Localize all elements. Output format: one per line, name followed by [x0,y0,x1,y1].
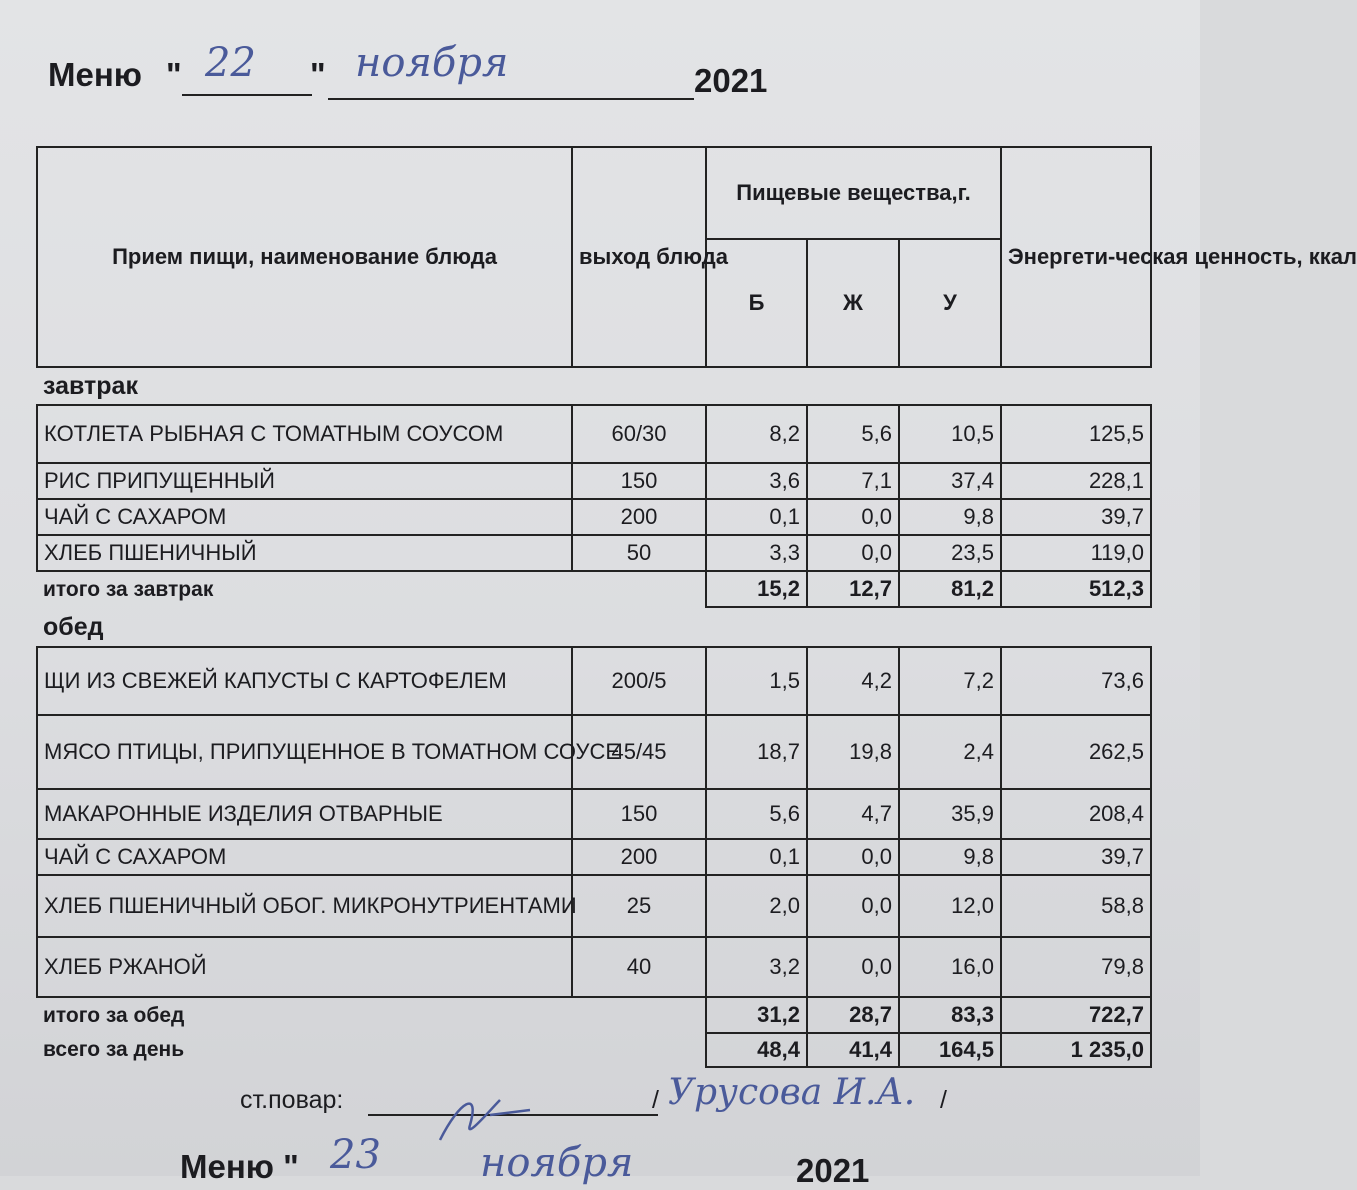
total-fat: 41,4 [807,1033,899,1067]
dish-name: МАКАРОННЫЕ ИЗДЕЛИЯ ОТВАРНЫЕ [37,789,572,839]
total-carbs: 164,5 [899,1033,1001,1067]
separator-right: / [940,1086,947,1114]
dish-name: ЧАЙ С САХАРОМ [37,499,572,535]
dish-carbs: 23,5 [899,535,1001,571]
next-menu-year: 2021 [796,1152,870,1189]
dish-portion: 45/45 [572,715,706,789]
dish-protein: 5,6 [706,789,807,839]
total-fat: 28,7 [807,997,899,1033]
dish-protein: 3,3 [706,535,807,571]
col-header-protein: Б [706,239,807,367]
col-header-dish: Прием пищи, наименование блюда [37,147,572,367]
col-header-nutrients: Пищевые вещества,г. [706,147,1001,239]
dish-protein: 8,2 [706,405,807,463]
dish-name: РИС ПРИПУЩЕННЫЙ [37,463,572,499]
day-underline [182,94,312,96]
dish-carbs: 10,5 [899,405,1001,463]
total-kcal: 722,7 [1001,997,1151,1033]
dish-fat: 0,0 [807,839,899,875]
menu-table [36,146,1357,1068]
quote-open: " [166,56,182,93]
section-breakfast: завтрак [43,371,138,400]
dish-kcal: 58,8 [1001,875,1151,937]
year: 2021 [694,62,768,99]
dish-portion: 200 [572,839,706,875]
dish-kcal: 125,5 [1001,405,1151,463]
table-row [37,499,1151,535]
dish-portion: 60/30 [572,405,706,463]
lunch-total-row [37,997,1151,1033]
dish-kcal: 79,8 [1001,937,1151,997]
dish-carbs: 2,4 [899,715,1001,789]
dish-kcal: 228,1 [1001,463,1151,499]
dish-portion: 200 [572,499,706,535]
dish-kcal: 119,0 [1001,535,1151,571]
dish-protein: 3,6 [706,463,807,499]
col-header-carbs: У [899,239,1001,367]
next-menu-month: ноября [480,1140,634,1186]
dish-portion: 25 [572,875,706,937]
dish-name: ХЛЕБ ПШЕНИЧНЫЙ ОБОГ. МИКРОНУТРИЕНТАМИ [37,875,572,937]
dish-portion: 150 [572,789,706,839]
dish-name: ХЛЕБ РЖАНОЙ [37,937,572,997]
dish-name: ЧАЙ С САХАРОМ [37,839,572,875]
next-menu-label: Меню " [180,1148,299,1185]
dish-fat: 0,0 [807,937,899,997]
separator-left: / [652,1086,659,1114]
dish-fat: 7,1 [807,463,899,499]
day-total-row [37,1033,1151,1067]
dish-name: ЩИ ИЗ СВЕЖЕЙ КАПУСТЫ С КАРТОФЕЛЕМ [37,647,572,715]
total-label: итого за завтрак [43,577,214,601]
total-label: всего за день [43,1038,185,1061]
dish-fat: 0,0 [807,535,899,571]
chef-name: Урусова И.А. [668,1072,916,1113]
table-row [37,535,1151,571]
dish-carbs: 7,2 [899,647,1001,715]
total-carbs: 81,2 [899,571,1001,607]
dish-protein: 2,0 [706,875,807,937]
next-menu-day: 23 [330,1132,381,1178]
dish-name: КОТЛЕТА РЫБНАЯ С ТОМАТНЫМ СОУСОМ [37,405,572,463]
total-label: итого за обед [43,1003,185,1027]
dish-carbs: 37,4 [899,463,1001,499]
chef-signature [430,1070,540,1150]
dish-carbs: 12,0 [899,875,1001,937]
month-underline [328,98,694,100]
dish-portion: 200/5 [572,647,706,715]
table-row [37,839,1151,875]
table-row [37,715,1151,789]
table-row [37,405,1151,463]
dish-portion: 150 [572,463,706,499]
dish-name: МЯСО ПТИЦЫ, ПРИПУЩЕННОЕ В ТОМАТНОМ СОУСЕ [37,715,572,789]
dish-fat: 4,7 [807,789,899,839]
dish-protein: 1,5 [706,647,807,715]
dish-carbs: 35,9 [899,789,1001,839]
dish-kcal: 39,7 [1001,499,1151,535]
col-header-fat: Ж [807,239,899,367]
dish-protein: 0,1 [706,499,807,535]
dish-fat: 5,6 [807,405,899,463]
dish-protein: 18,7 [706,715,807,789]
section-lunch: обед [43,612,104,641]
dish-portion: 40 [572,937,706,997]
table-row [37,463,1151,499]
dish-kcal: 262,5 [1001,715,1151,789]
table-row [37,647,1151,715]
total-protein: 15,2 [706,571,807,607]
dish-carbs: 16,0 [899,937,1001,997]
dish-protein: 3,2 [706,937,807,997]
menu-label: Меню [48,56,142,93]
total-protein: 48,4 [706,1033,807,1067]
breakfast-total-row [37,571,1151,607]
total-carbs: 83,3 [899,997,1001,1033]
dish-protein: 0,1 [706,839,807,875]
dish-kcal: 73,6 [1001,647,1151,715]
total-fat: 12,7 [807,571,899,607]
dish-fat: 0,0 [807,875,899,937]
dish-kcal: 208,4 [1001,789,1151,839]
handwritten-day: 22 [205,40,256,86]
handwritten-month: ноября [355,40,509,86]
dish-name: ХЛЕБ ПШЕНИЧНЫЙ [37,535,572,571]
dish-fat: 0,0 [807,499,899,535]
total-kcal: 512,3 [1001,571,1151,607]
chef-label: ст.повар: [240,1086,344,1114]
dish-fat: 4,2 [807,647,899,715]
total-protein: 31,2 [706,997,807,1033]
total-kcal: 1 235,0 [1001,1033,1151,1067]
dish-carbs: 9,8 [899,499,1001,535]
dish-kcal: 39,7 [1001,839,1151,875]
table-row [37,875,1151,937]
dish-fat: 19,8 [807,715,899,789]
table-row [37,789,1151,839]
col-header-portion: выход блюда [572,147,706,367]
dish-carbs: 9,8 [899,839,1001,875]
col-header-energy: Энергети-ческая ценность, ккал [1001,147,1151,367]
dish-portion: 50 [572,535,706,571]
quote-close: " [310,56,326,93]
table-row [37,937,1151,997]
